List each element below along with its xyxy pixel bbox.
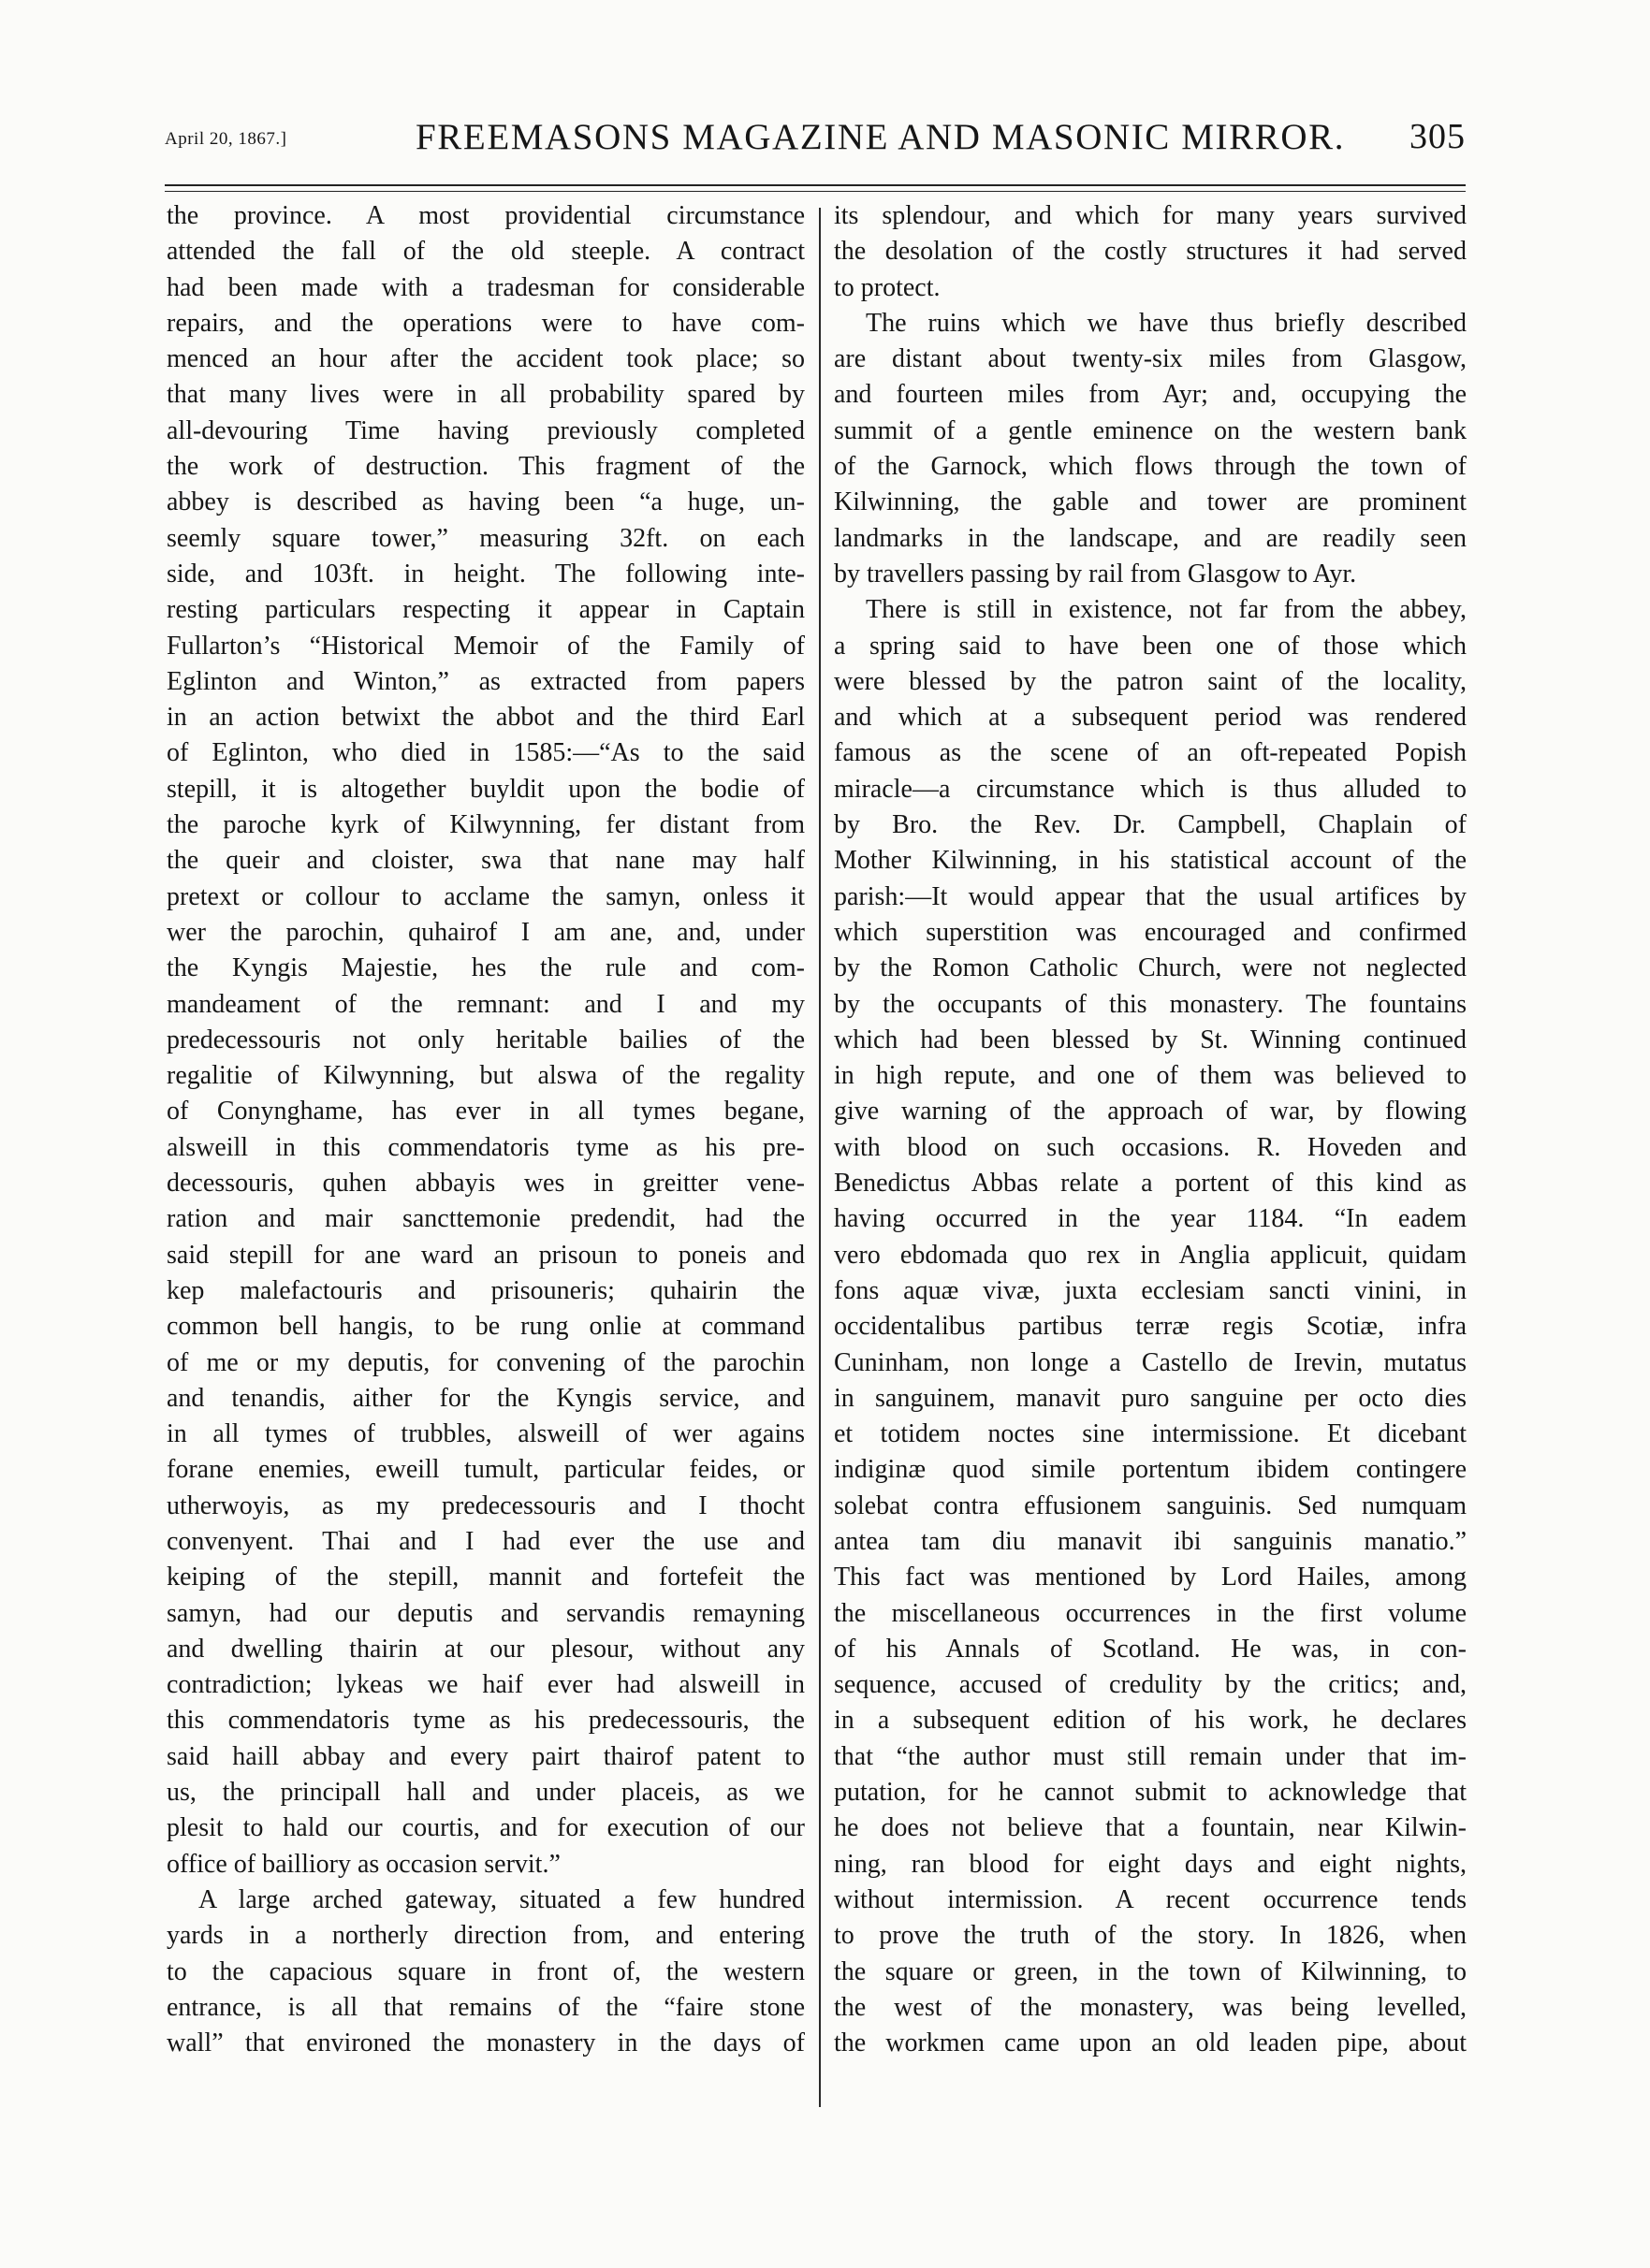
text-line: entrance, is all that remains of the “faire stone (167, 1992, 805, 2022)
text-line: A large arched gateway, situated a few hundred (198, 1884, 805, 1914)
publication-title: FREEMASONS MAGAZINE AND MASONIC MIRROR. (416, 117, 1346, 157)
text-line: to the capacious square in front of, the western (167, 1956, 805, 1986)
text-line: The ruins which we have thus briefly described (866, 308, 1467, 338)
running-header (165, 110, 1466, 167)
text-line: are distant about twenty-six miles from Glasgow, (834, 344, 1467, 374)
text-line: putation, for he cannot submit to acknowledge that (834, 1778, 1467, 1808)
text-line: regalitie of Kilwynning, but alswa of the regality (167, 1061, 805, 1091)
text-line: without intermission. A recent occurrence tends (834, 1884, 1467, 1914)
text-line: of me or my deputis, for convening of the parochin (167, 1347, 805, 1377)
text-line: of the Garnock, which flows through the town of (834, 452, 1467, 482)
text-line: which had been blessed by St. Winning continued (834, 1025, 1467, 1054)
text-line: in a subsequent edition of his work, he declares (834, 1706, 1467, 1736)
text-line: the province. A most providential circumstance (167, 201, 805, 230)
text-line: in an action betwixt the abbot and the third Earl (167, 703, 805, 733)
page-number: 305 (1409, 117, 1466, 156)
text-line: the miscellaneous occurrences in the first volume (834, 1598, 1467, 1628)
text-line: side, and 103ft. in height. The following inte- (167, 559, 805, 589)
paragraph (834, 592, 1467, 2061)
text-line: said stepill for ane ward an prisoun to poneis and (167, 1240, 805, 1270)
text-line: and tenandis, aither for the Kyngis service, and (167, 1383, 805, 1413)
text-line: stepill, it is altogether buyldit upon the bodie of (167, 774, 805, 804)
text-line: give warning of the approach of war, by flowing (834, 1097, 1467, 1127)
text-line: all-devouring Time having previously completed (167, 415, 805, 445)
text-line: menced an hour after the accident took place; so (167, 344, 805, 374)
text-line: in sanguinem, manavit puro sanguine per octo dies (834, 1383, 1467, 1413)
text-line: Kilwinning, the gable and tower are prominent (834, 487, 1467, 517)
text-line: by the occupants of this monastery. The fountains (834, 989, 1467, 1019)
text-line: ning, ran blood for eight days and eight nights, (834, 1849, 1467, 1879)
text-line: said haill abbay and every pairt thairof patent to (167, 1741, 805, 1771)
text-line: common bell hangis, to be rung onlie at command (167, 1312, 805, 1342)
text-line: utherwoyis, as my predecessouris and I thocht (167, 1490, 805, 1520)
text-line: decessouris, quhen abbayis wes in greitter vene- (167, 1169, 805, 1199)
text-line: and which at a subsequent period was rendered (834, 703, 1467, 733)
text-line: the paroche kyrk of Kilwynning, fer distant from (167, 810, 805, 840)
text-column-left (167, 198, 805, 2061)
text-line: with blood on such occasions. R. Hoveden and (834, 1132, 1467, 1162)
text-line: yards in a northerly direction from, and entering (167, 1921, 805, 1951)
text-line: us, the principall hall and under placeis, as we (167, 1778, 805, 1808)
text-line: of Eglinton, who died in 1585:—“As to the said (167, 738, 805, 768)
text-line: having occurred in the year 1184. “In eadem (834, 1204, 1467, 1234)
text-line: of Conynghame, has ever in all tymes begane, (167, 1097, 805, 1127)
paragraph (834, 198, 1467, 306)
text-line: its splendour, and which for many years survived (834, 201, 1467, 230)
paragraph (167, 198, 805, 1883)
text-line: to prove the truth of the story. In 1826, when (834, 1921, 1467, 1951)
text-line: summit of a gentle eminence on the western bank (834, 415, 1467, 445)
text-line: the work of destruction. This fragment of the (167, 452, 805, 482)
text-line: had been made with a tradesman for considerable (167, 272, 805, 302)
paragraph (167, 1883, 805, 2061)
text-line: forane enemies, eweill tumult, particular feides, or (167, 1455, 805, 1485)
text-line: There is still in existence, not far from the abbey, (866, 595, 1467, 625)
text-line: parish:—It would appear that the usual artifices by (834, 881, 1467, 911)
issue-date: April 20, 1867.] (165, 129, 287, 149)
text-line: to protect. (834, 272, 941, 302)
text-line: et totidem noctes sine intermissione. Et dicebant (834, 1419, 1467, 1449)
text-line: contradiction; lykeas we haif ever had alsweill in (167, 1670, 805, 1700)
text-line: samyn, had our deputis and servandis remayning (167, 1598, 805, 1628)
text-line: by Bro. the Rev. Dr. Campbell, Chaplain of (834, 810, 1467, 840)
text-line: by the Romon Catholic Church, were not neglected (834, 953, 1467, 983)
text-line: the desolation of the costly structures it had served (834, 237, 1467, 267)
text-line: in high repute, and one of them was believed to (834, 1061, 1467, 1091)
text-line: mandeament of the remnant: and I and my (167, 989, 805, 1019)
text-line: vero ebdomada quo rex in Anglia applicuit, quidam (834, 1240, 1467, 1270)
text-line: miracle—a circumstance which is thus alluded to (834, 774, 1467, 804)
text-line: abbey is described as having been “a huge, un- (167, 487, 805, 517)
text-line: landmarks in the landscape, and are readily seen (834, 523, 1467, 553)
text-line: occidentalibus partibus terræ regis Scotiæ, infra (834, 1312, 1467, 1342)
text-line: in all tymes of trubbles, alsweill of wer agains (167, 1419, 805, 1449)
text-line: this commendatoris tyme as his predecessouris, the (167, 1706, 805, 1736)
text-line: ration and mair sancttemonie predendit, had the (167, 1204, 805, 1234)
text-line: Eglinton and Winton,” as extracted from papers (167, 666, 805, 696)
text-line: by travellers passing by rail from Glasgow to Ayr. (834, 559, 1357, 589)
text-line: This fact was mentioned by Lord Hailes, among (834, 1563, 1467, 1592)
text-line: antea tam diu manavit ibi sanguinis manatio.” (834, 1526, 1467, 1556)
text-line: plesit to hald our courtis, and for execution of our (167, 1813, 805, 1843)
text-line: Benedictus Abbas relate a portent of this kind as (834, 1169, 1467, 1199)
text-line: famous as the scene of an oft-repeated Popish (834, 738, 1467, 768)
header-rule-thick (165, 184, 1466, 186)
text-line: office of bailliory as occasion servit.” (167, 1849, 561, 1879)
text-line: the square or green, in the town of Kilwinning, to (834, 1956, 1467, 1986)
text-line: which superstition was encouraged and confirmed (834, 917, 1467, 947)
text-line: predecessouris not only heritable bailies of the (167, 1025, 805, 1054)
header-rule-thin (165, 191, 1466, 192)
text-line: wer the parochin, quhairof I am ane, and, under (167, 917, 805, 947)
text-line: Fullarton’s “Historical Memoir of the Family of (167, 631, 805, 661)
text-line: that many lives were in all probability spared by (167, 380, 805, 410)
text-line: repairs, and the operations were to have com- (167, 308, 805, 338)
text-line: the Kyngis Majestie, hes the rule and com- (167, 953, 805, 983)
text-line: the queir and cloister, swa that nane may half (167, 846, 805, 876)
text-line: alsweill in this commendatoris tyme as his pre- (167, 1132, 805, 1162)
text-line: Cuninham, non longe a Castello de Irevin, mutatus (834, 1347, 1467, 1377)
text-line: sequence, accused of credulity by the critics; and, (834, 1670, 1467, 1700)
text-line: and fourteen miles from Ayr; and, occupying the (834, 380, 1467, 410)
text-line: that “the author must still remain under that im- (834, 1741, 1467, 1771)
text-line: keiping of the stepill, mannit and fortefeit the (167, 1563, 805, 1592)
text-line: seemly square tower,” measuring 32ft. on each (167, 523, 805, 553)
text-line: attended the fall of the old steeple. A contract (167, 237, 805, 267)
text-line: indiginæ quod simile portentum ibidem contingere (834, 1455, 1467, 1485)
text-line: solebat contra effusionem sanguinis. Sed numquam (834, 1490, 1467, 1520)
text-line: kep malefactouris and prisouneris; quhairin the (167, 1275, 805, 1305)
text-line: were blessed by the patron saint of the locality, (834, 666, 1467, 696)
text-line: convenyent. Thai and I had ever the use and (167, 1526, 805, 1556)
text-line: a spring said to have been one of those which (834, 631, 1467, 661)
paragraph (834, 306, 1467, 592)
text-line: he does not believe that a fountain, near Kilwin- (834, 1813, 1467, 1843)
text-column-right (834, 198, 1467, 2061)
text-line: the workmen came upon an old leaden pipe, about (834, 2028, 1467, 2058)
text-line: the west of the monastery, was being levelled, (834, 1992, 1467, 2022)
column-divider (819, 208, 821, 2107)
text-line: fons aquæ vivæ, juxta ecclesiam sancti vinini, in (834, 1275, 1467, 1305)
text-line: Mother Kilwinning, in his statistical account of the (834, 846, 1467, 876)
text-line: resting particulars respecting it appear in Captain (167, 595, 805, 625)
text-line: of his Annals of Scotland. He was, in con- (834, 1634, 1467, 1664)
text-line: wall” that environed the monastery in the days of (167, 2028, 805, 2058)
text-line: pretext or collour to acclame the samyn, onless it (167, 881, 805, 911)
text-line: and dwelling thairin at our plesour, without any (167, 1634, 805, 1664)
